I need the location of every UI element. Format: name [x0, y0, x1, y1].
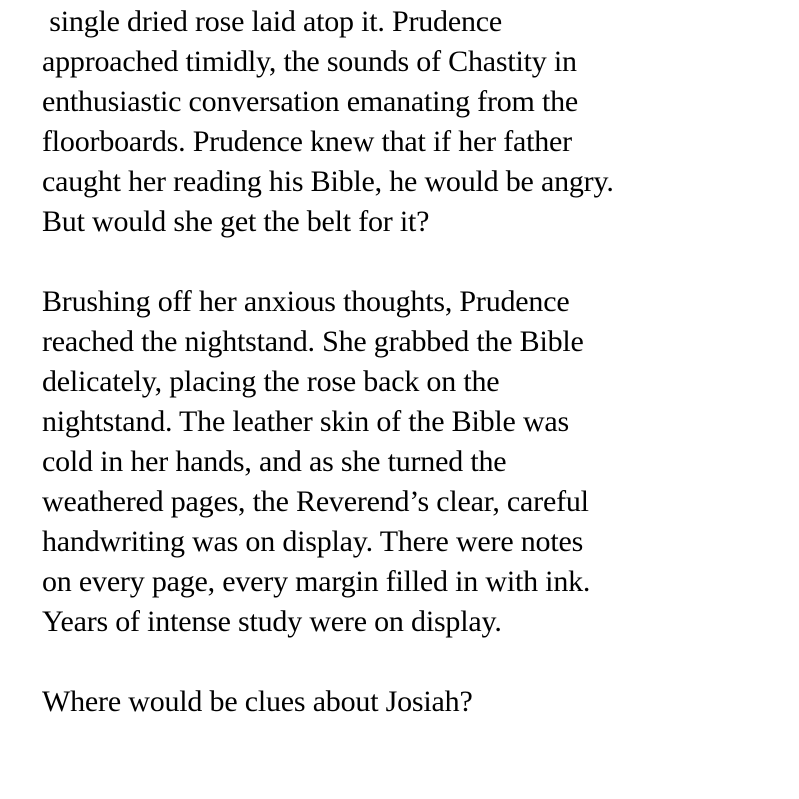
text-line: reached the nightstand. She grabbed the Bible	[42, 325, 584, 358]
text-line: single dried rose laid atop it. Prudence	[42, 5, 503, 38]
text-line: But would she get the belt for it?	[42, 205, 430, 238]
paragraph-3-question	[42, 682, 769, 722]
text-line: floorboards. Prudence knew that if her father	[42, 125, 572, 158]
text-line: enthusiastic conversation emanating from the	[42, 85, 579, 118]
text-line: Brushing off her anxious thoughts, Prudence	[42, 285, 570, 318]
paragraph-1	[42, 2, 769, 242]
text-line: caught her reading his Bible, he would be angry.	[42, 165, 614, 198]
text-line: cold in her hands, and as she turned the	[42, 445, 507, 478]
text-line: handwriting was on display. There were notes	[42, 525, 584, 558]
text-line: on every page, every margin filled in with ink.	[42, 565, 591, 598]
paragraph-2	[42, 282, 769, 642]
text-line: Where would be clues about Josiah?	[42, 685, 473, 718]
text-line: nightstand. The leather skin of the Bible was	[42, 405, 570, 438]
text-line: weathered pages, the Reverend’s clear, careful	[42, 485, 589, 518]
text-line: approached timidly, the sounds of Chastity in	[42, 45, 577, 78]
text-line: Years of intense study were on display.	[42, 605, 502, 638]
text-line: delicately, placing the rose back on the	[42, 365, 500, 398]
